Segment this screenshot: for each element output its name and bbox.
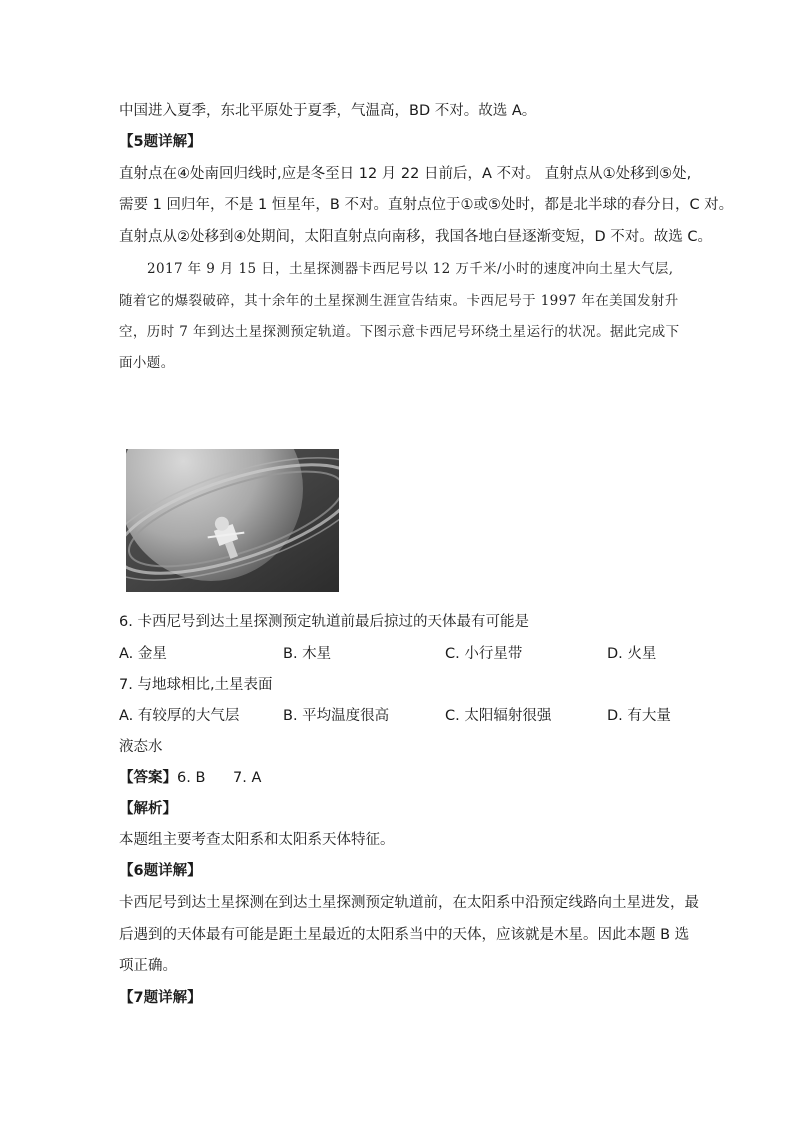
q6-stem: 6. 卡西尼号到达土星探测预定轨道前最后掠过的天体最有可能是 (119, 614, 529, 630)
q6-detail-line-1: 卡西尼号到达土星探测在到达土星探测预定轨道前，在太阳系中沿预定线路向土星进发，最 (119, 895, 699, 911)
q7-detail-heading: 【7题详解】 (119, 990, 202, 1006)
intro-line: 中国进入夏季，东北平原处于夏季，气温高，BD 不对。故选 A。 (119, 103, 537, 119)
answer-line (119, 768, 261, 788)
q5-heading: 【5题详解】 (119, 134, 202, 150)
q6-detail-line-3: 项正确。 (119, 958, 177, 974)
q6-option-b: B. 木星 (283, 646, 332, 662)
q6-detail-heading: 【6题详解】 (119, 863, 202, 879)
analysis-text: 本题组主要考查太阳系和太阳系天体特征。 (119, 832, 395, 848)
q7-option-d-continued: 液态水 (119, 739, 163, 755)
q7-stem: 7. 与地球相比,土星表面 (119, 677, 273, 693)
cassini-saturn-figure (126, 449, 339, 592)
passage-line-2: 随着它的爆裂破碎，其十余年的土星探测生涯宣告结束。卡西尼号于 1997 年在美国发射升 (119, 293, 679, 309)
q7-option-d: D. 有大量 (607, 708, 671, 724)
passage-line-4: 面小题。 (119, 355, 175, 371)
answer-label: 【答案】 (119, 770, 177, 786)
q7-option-a: A. 有较厚的大气层 (119, 708, 240, 724)
passage-line-3: 空，历时 7 年到达土星探测预定轨道。下图示意卡西尼号环绕土星运行的状况。据此完成下 (119, 324, 680, 340)
q6-detail-line-2: 后遇到的天体最有可能是距土星最近的太阳系当中的天体，应该就是木星。因此本题 B 选 (119, 927, 690, 943)
q6-option-c: C. 小行星带 (445, 646, 523, 662)
q7-option-c: C. 太阳辐射很强 (445, 708, 552, 724)
q5-line-3: 直射点从②处移到④处期间，太阳直射点向南移，我国各地白昼逐渐变短，D 不对。故选 C。 (119, 229, 713, 245)
q5-line-1: 直射点在④处南回归线时,应是冬至日 12 月 22 日前后，A 不对。 直射点从①处移到⑤处, (119, 166, 692, 182)
passage-line-1: 2017 年 9 月 15 日，土星探测器卡西尼号以 12 万千米/小时的速度冲向土星大气层, (147, 261, 674, 277)
answer-text: 6. B 7. A (177, 770, 262, 786)
analysis-heading: 【解析】 (119, 801, 177, 817)
q7-option-b: B. 平均温度很高 (283, 708, 390, 724)
q6-option-a: A. 金星 (119, 646, 167, 662)
q6-option-d: D. 火星 (607, 646, 657, 662)
q5-line-2: 需要 1 回归年，不是 1 恒星年，B 不对。直射点位于①或⑤处时，都是北半球的春分日，C 对。 (119, 197, 734, 213)
